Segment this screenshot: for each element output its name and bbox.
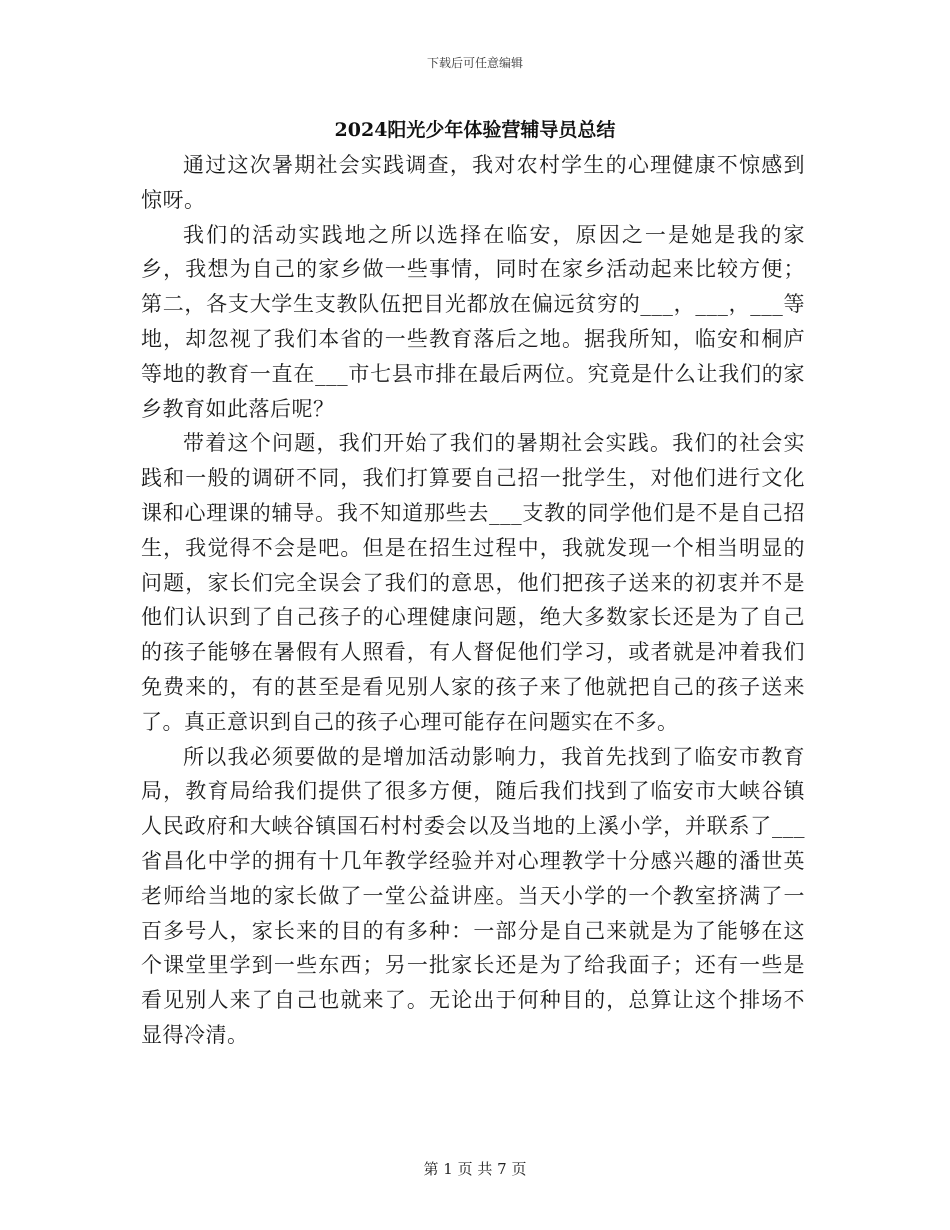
paragraph-1: 通过这次暑期社会实践调查，我对农村学生的心理健康不惊感到惊呀。 <box>141 153 805 212</box>
paragraph-3: 带着这个问题，我们开始了我们的暑期社会实践。我们的社会实践和一般的调研不同，我们打算要自己招一批学生，对他们进行文化课和心理课的辅导。我不知道那些去___支教的同学他们是不是自己招生，我觉得不会是吧。但是在招生过程中，我就发现一个相当明显的问题，家长们完全误会了我们的意思，他们把孩子送来的初衷并不是他们认识到了自己孩子的心理健康问题，绝大多数家长还是为了自己的孩子能够在暑假有人照看，有人督促他们学习，或者就是冲着我们免费来的，有的甚至是看见别人家的孩子来了他就把自己的孩子送来了。真正意识到自己的孩子心理可能存在问题实在不多。 <box>141 431 805 734</box>
paragraph-4: 所以我必须要做的是增加活动影响力，我首先找到了临安市教育局，教育局给我们提供了很多方便，随后我们找到了临安市大峡谷镇人民政府和大峡谷镇国石村村委会以及当地的上溪小学，并联系了___省昌化中学的拥有十几年教学经验并对心理教学十分感兴趣的潘世英老师给当地的家长做了一堂公益讲座。当天小学的一个教室挤满了一百多号人，家长来的目的有多种：一部分是自己来就是为了能够在这个课堂里学到一些东西；另一批家长还是为了给我面子；还有一些是看见别人来了自己也就来了。无论出于何种目的，总算让这个排场不显得冷清。 <box>141 744 805 1047</box>
paragraph-2: 我们的活动实践地之所以选择在临安，原因之一是她是我的家乡，我想为自己的家乡做一些事情，同时在家乡活动起来比较方便；第二，各支大学生支教队伍把目光都放在偏远贫穷的___，___，___等地，却忽视了我们本省的一些教育落后之地。据我所知，临安和桐庐等地的教育一直在___市七县市排在最后两位。究竟是什么让我们的家乡教育如此落后呢？ <box>141 222 805 421</box>
page-header-note: 下载后可任意编辑 <box>426 56 523 70</box>
document-body <box>141 148 805 1053</box>
document-title: 2024阳光少年体验营辅导员总结 <box>334 119 616 141</box>
page-number: 第 1 页 共 7 页 <box>423 1160 527 1178</box>
